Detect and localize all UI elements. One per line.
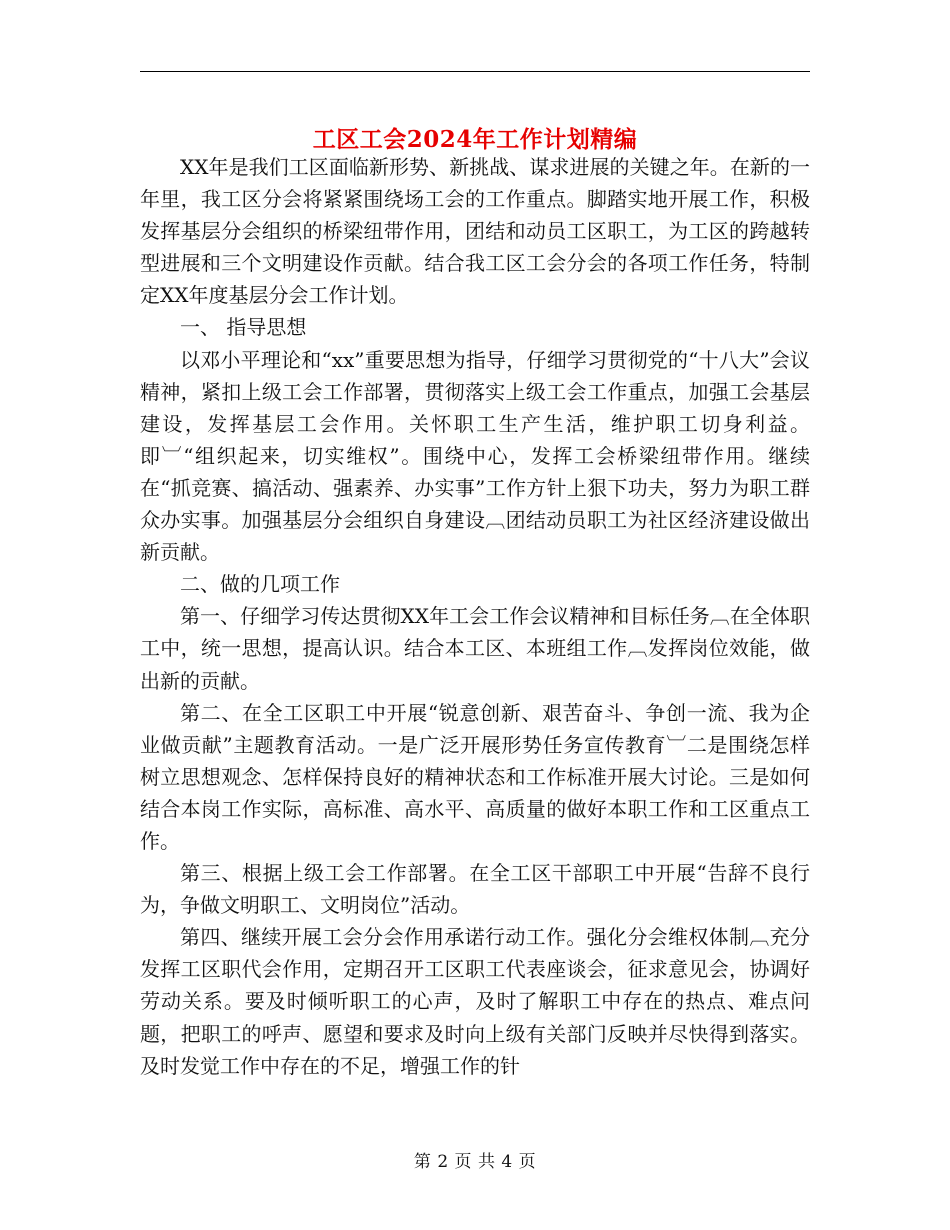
section-heading-work-items: 二、做的几项工作 [180, 572, 340, 597]
page-number-footer: 第 2 页 共 4 页 [413, 1152, 537, 1172]
work-item-third: 第三、根据上级工会工作部署。在全工区干部职工中开展“告辞不良行为，争做文明职工、文明岗位”活动。 [140, 861, 810, 918]
work-item-second: 第二、在全工区职工中开展“锐意创新、艰苦奋斗、争创一流、我为企业做贡献”主题教育活动。一是广泛开展形势任务宣传教育︺二是围绕怎样树立思想观念、怎样保持良好的精神状态和工作标准开展大讨论。三是如何结合本岗工作实际，高标准、高水平、高质量的做好本职工作和工区重点工作。 [140, 700, 810, 853]
work-item-fourth: 第四、继续开展工会分会作用承诺行动工作。强化分会维权体制︹充分发挥工区职代会作用，定期召开工区职工代表座谈会，征求意见会，协调好劳动关系。要及时倾听职工的心声，及时了解职工中存在的热点、难点问题，把职工的呼声、愿望和要求及时向上级有关部门反映并尽快得到落实。及时发觉工作中存在的不足，增强工作的针 [140, 925, 810, 1078]
intro-paragraph: XX年是我们工区面临新形势、新挑战、谋求进展的关键之年。在新的一年里，我工区分会将紧紧围绕场工会的工作重点。脚踏实地开展工作，积极发挥基层分会组织的桥梁纽带作用，团结和动员工区职工，为工区的跨越转型进展和三个文明建设作贡献。结合我工区工会分会的各项工作任务，特制定XX年度基层分会工作计划。 [140, 155, 810, 308]
guiding-thought-paragraph: 以邓小平理论和“xx”重要思想为指导，仔细学习贯彻党的“十八大”会议精神，紧扣上级工会工作部署，贯彻落实上级工会工作重点，加强工会基层建设，发挥基层工会作用。关怀职工生产生活，维护职工切身利益。即︺“组织起来，切实维权”。围绕中心，发挥工会桥梁纽带作用。继续在“抓竞赛、搞活动、强素养、办实事”工作方针上狠下功夫，努力为职工群众办实事。加强基层分会组织自身建设︹团结动员职工为社区经济建设做出新贡献。 [140, 347, 810, 565]
document-title: 工区工会2024年工作计划精编 [312, 126, 638, 154]
section-heading-guiding-thought: 一、 指导思想 [180, 315, 307, 340]
work-item-first: 第一、仔细学习传达贯彻XX年工会工作会议精神和目标任务︹在全体职工中，统一思想，提高认识。结合本工区、本班组工作︹发挥岗位效能，做出新的贡献。 [140, 604, 810, 693]
header-rule [140, 71, 810, 72]
document-body [140, 151, 810, 1082]
